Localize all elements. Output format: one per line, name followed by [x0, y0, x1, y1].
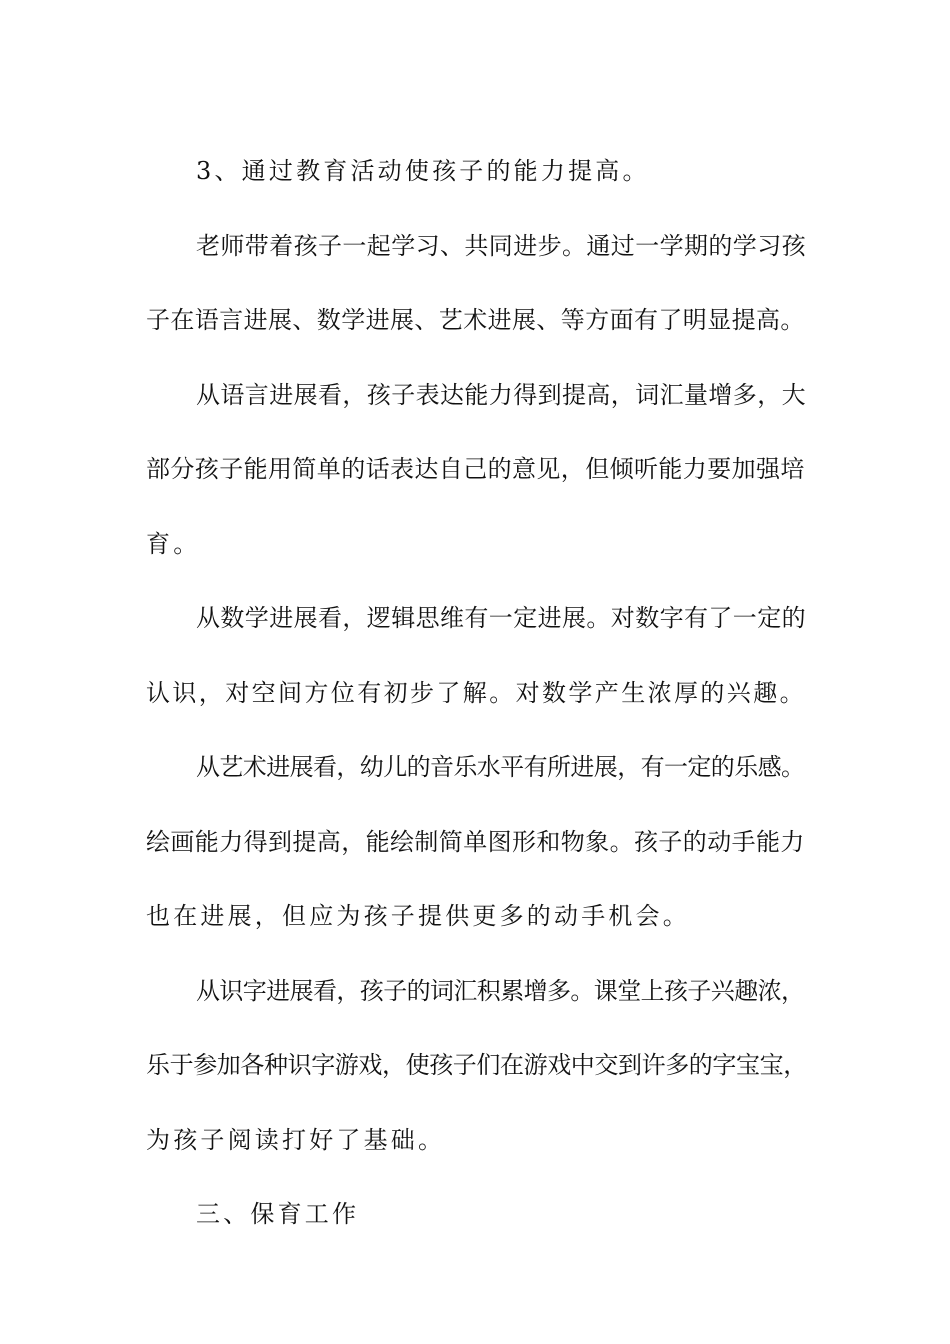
text-line: 老师带着孩子一起学习、共同进步。通过一学期的学习孩 — [196, 231, 806, 260]
text-line: 部分孩子能用简单的话表达自己的意见，但倾听能力要加强培 — [146, 455, 805, 483]
text-line: 子在语言进展、数学进展、艺术进展、等方面有了明显提高。 — [146, 306, 805, 334]
paragraph-math-development — [146, 581, 808, 730]
paragraph-art-development — [146, 730, 808, 954]
paragraph-ability-improvement — [146, 134, 808, 209]
section-heading-care-work — [146, 1177, 808, 1252]
text-line: 三、保育工作 — [196, 1200, 360, 1228]
text-line: 从数学进展看，逻辑思维有一定进展。对数字有了一定的 — [196, 604, 806, 632]
text-line: 从识字进展看，孩子的词汇积累增多。课堂上孩子兴趣浓， — [196, 976, 805, 1005]
paragraph-literacy-development — [146, 954, 808, 1178]
document-body — [146, 134, 808, 1252]
text-line: 乐于参加各种识字游戏，使孩子们在游戏中交到许多的字宝宝， — [146, 1051, 807, 1079]
paragraph-learning-together — [146, 209, 808, 358]
text-line: 也在进展，但应为孩子提供更多的动手机会。 — [146, 902, 690, 930]
text-line: 育。 — [146, 529, 201, 558]
text-line: 从艺术进展看，幼儿的音乐水平有所进展，有一定的乐感。 — [196, 753, 805, 781]
paragraph-language-development — [146, 358, 808, 582]
text-line: 绘画能力得到提高，能绘制简单图形和物象。孩子的动手能力 — [146, 827, 805, 856]
text-line: 为孩子阅读打好了基础。 — [146, 1125, 446, 1154]
text-line: 3、通过教育活动使孩子的能力提高。 — [196, 157, 650, 185]
text-line: 从语言进展看，孩子表达能力得到提高，词汇量增多，大 — [196, 380, 806, 409]
text-line: 认识，对空间方位有初步了解。对数学产生浓厚的兴趣。 — [146, 678, 806, 707]
